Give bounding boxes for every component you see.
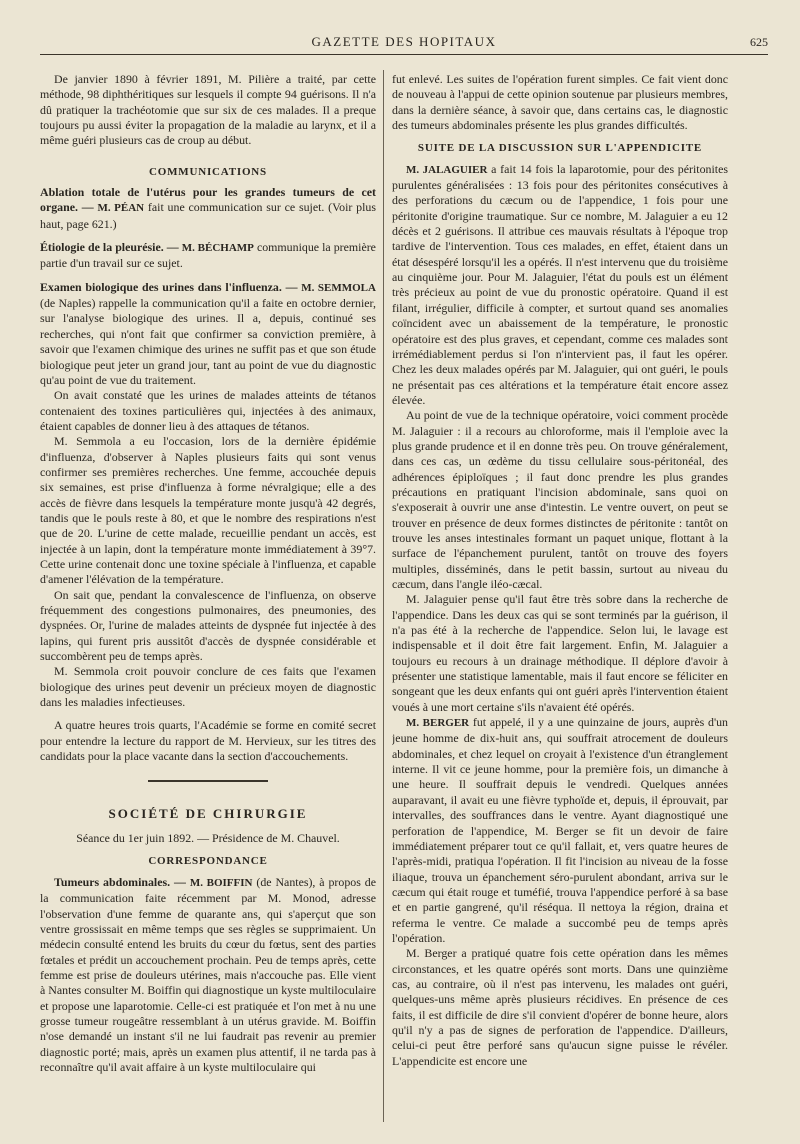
section-heading: CORRESPONDANCE <box>148 855 268 868</box>
paragraph <box>40 280 376 388</box>
page-number: 625 <box>750 35 768 49</box>
paragraph: M. Semmola a eu l'occasion, lors de la dernière épidémie d'influenza, d'observer à Naples plusieurs faits qui sont venus confirmer ses premières recherches. Une femme, accouchée depuis six semaines, est prise d'influenza à forme névralgique; elle a des accès de fièvre dans lesquels la température monte jusqu'à 42 degrés, tandis que le pouls reste à 80, et que le nombre des respirations n'est que de 20. L'urine de cette malade, recueillie pendant un accès, est injectée à un lapin, dont la température monte immédiatement à 39°7. Cette urine contenait donc une toxine spéciale à l'influenza, et capable d'amener l'élévation de la température. <box>40 434 376 587</box>
paragraph: M. Semmola croit pouvoir conclure de ces faits que l'examen biologique des urines peut devenir un précieux moyen de diagnostic dans les maladies infectieuses. <box>40 664 376 710</box>
author-name: M. JALAGUIER <box>406 163 488 176</box>
article-text: communique la première partie d'un travail sur ce sujet. <box>40 240 376 271</box>
separator-rule <box>40 772 376 787</box>
article-text: fait une communication sur ce sujet. (Voir plus haut, page 621.) <box>40 200 376 231</box>
article-title: Examen biologique des urines dans l'influenza. — <box>40 279 298 294</box>
left-column <box>40 72 376 1122</box>
paragraph: De janvier 1890 à février 1891, M. Pilière a traité, par cette méthode, 98 diphthéritiques sur lesquels il compte 94 guérisons. Il n'a dû pratiquer la trachéotomie que sur six de ces malades. Il a preque toujours pu aussi éviter la propagation de la maladie au larynx, et il a même guéri plusieurs cas de croup au début. <box>40 72 376 148</box>
paragraph: On sait que, pendant la convalescence de l'influenza, on observe fréquemment des congestions pulmonaires, des pneumonies, des dyspnées. Or, l'urine de malades atteints de dyspnée fut injectée à des lapins, qui furent pris aussitôt d'accès de dyspnée considérable et succombèrent peu de temps après. <box>40 587 376 664</box>
session-line: Séance du 1er juin 1892. — Présidence de M. Chauvel. <box>76 831 340 846</box>
article-title: Étiologie de la pleurésie. — <box>40 240 179 255</box>
column-divider <box>383 70 384 1122</box>
author-name: M. BERGER <box>406 717 470 730</box>
paragraph: Au point de vue de la technique opératoire, voici comment procède M. Jalaguier : il a recours au chloroforme, mais il l'emploie avec la plus grande prudence et il en donne très peu. On trouve généralement, dans ces cas, un œdème du tissu cellulaire sous-péritonéal, des adhérences épiploïques ; il faut donc prendre les plus grandes précautions en pratiquant l'incision abdominale, sans quoi on s'exposerait à ouvrir une anse d'intestin. Le ventre ouvert, on peut se trouver en présence de deux formes distinctes de péritonite : tantôt on trouve les anses intestinales formant un paquet unique, flottant à la surface de l'épanchement purulent, tantôt on trouve des foyers multiples, disséminés, dans le petit bassin, surtout au niveau du cæcum, dans l'angle iléo-cæcal. <box>392 408 728 591</box>
paragraph <box>40 240 376 272</box>
paragraph: M. Jalaguier pense qu'il faut être très sobre dans la recherche de l'appendice. Dans les deux cas qui se sont terminés par la guérison, il n'a pas été à la recherche de l'appendice. Selon lui, le lavage est indispensable et il doit être fait largement. Enfin, M. Jalaguier a toujours eu recours à un drainage méthodique. Il déplore d'avoir à présenter une statistique lamentable, mais il faut encore se féliciter en songeant que les deux enfants qui ont guéri après l'intervention étaient voués à une mort certaine s'ils n'avaient été opérés. <box>392 592 728 714</box>
page-header <box>40 34 768 55</box>
article-text: (de Naples) rappelle la communication qu'il a faite en octobre dernier, sur l'analyse biologique des urines. Il a, depuis, continué ses recherches, qui n'ont fait que confirmer sa conviction première, à savoir que l'examen chimique des urines ne suffit pas et que son étude biologique peut jeter un grand jour, tant au point de vue du diagnostic qu'au point de vue du traitement. <box>40 296 376 387</box>
article-title: Tumeurs abdominales. — <box>54 874 186 889</box>
paragraph <box>392 162 728 409</box>
paragraph: fut enlevé. Les suites de l'opération furent simples. Ce fait vient donc de nouveau à l'appui de cette opinion soutenue par plusieurs membres, dans la dernière séance, à savoir que, dans certains cas, le diagnostic des tumeurs abdominales présente les plus grandes difficultés. <box>392 72 728 133</box>
paragraph <box>40 185 376 232</box>
author-name: M. BOIFFIN <box>189 876 253 889</box>
paragraph: On avait constaté que les urines de malades atteints de tétanos contenaient des toxines particulières qui, injectées à des animaux, étaient capables de donner lieu à des attaques de tétanos. <box>40 388 376 433</box>
author-name: M. SEMMOLA <box>301 281 376 294</box>
paragraph: M. Berger a pratiqué quatre fois cette opération dans les mêmes circonstances, et les quatre opérés sont morts. Dans une quinzième cas, au contraire, où il n'est pas intervenu, les malades ont guéri, quelques-uns même après plusieurs récidives. En présence de ces faits, il est difficile de dire s'il convient d'opérer de bonne heure, alors qu'il n'y a pas de signes de perforation de l'appendice. D'ailleurs, celui-ci peut être perforé sans qu'aucun signe puisse le révéler. L'appendicite est encore une <box>392 946 728 1068</box>
article-text: a fait 14 fois la laparotomie, pour des péritonites purulentes généralisées : 13 fois pour des péritonites consécutives à des perforations du cæcum ou de l'appendice, 1 fois pour une péritonite d'origine traumatique. Sur ce nombre, M. Jalaguier a eu 12 décès et 2 guérisons. Il attribue ces mauvais résultats à l'époque trop tardive de l'intervention. Tous ces malades, en effet, étaient dans un état désespéré lorsqu'il les a opérés. Il n'est intervenu que du troisième au cinquième jour. Pour M. Jalaguier, l'état du pouls est un élément très précieux au point de vue du pronostic opératoire. Quand il est filant, irrégulier, difficile à compter, et surtout quand ses anomalies coïncident avec un abaissement de la température, le pronostic opératoire est des plus graves, et cependant, comme ces malades sont irrémédiablement perdus si l'on n'intervient pas, il faut les opérer. Chez les deux malades opérés par M. Jalaguier, qui ont guéri, le pouls ne présentait pas ces altérations et la température était encore assez élevée. <box>392 161 728 407</box>
section-heading: SUITE DE LA DISCUSSION SUR L'APPENDICITE <box>417 142 703 155</box>
author-name: M. PÉAN <box>97 202 145 215</box>
paragraph <box>392 715 728 946</box>
paragraph <box>40 875 376 1075</box>
paragraph: A quatre heures trois quarts, l'Académie se forme en comité secret pour entendre la lecture du rapport de M. Hervieux, sur les titres des candidats pour la place vacante dans la section d'accouchements. <box>40 718 376 764</box>
article-text: fut appelé, il y a une quinzaine de jours, auprès d'un jeune homme de dix-huit ans, qui souffrait atrocement de douleurs abdominales, et chez lequel on croyait à l'existence d'un étranglement interne. Il vit ce jeune homme, pour la première fois, un dimanche à une heure. Il souffrait depuis le vendredi. Quelques années auparavant, il avait eu une fièvre typhoïde et, depuis, il éprouvait, par intervalles, des souffrances dans le ventre. Ayant diagnostiqué une perforation de l'appendice, M. Berger se fit un devoir de faire immédiatement préparer tout ce qu'il fallait, et, vers quatre heures de l'après-midi, pratiqua l'opération. Il fit l'incision au niveau de la fosse iliaque, trouva un épanchement séro-purulent abondant, arriva sur le cæcum qui était rouge et tuméfié, trouva l'appendice perforé à sa base et en partie gangrené, qu'il réséqua. Il nettoya la région, draina et referma le ventre. Ce malade a succombé peu de temps après l'opération. <box>392 715 728 945</box>
article-text: (de Nantes), à propos de la communication faite récemment par M. Monod, adresse l'observation d'une femme de quarante ans, qui s'aperçut que son ventre grossissait en même temps que ses règles se supprimaient. Un médecin consulté entend les bruits du cœur du fœtus, sent des parties fœtales et prédit un accouchement prochain. Peu de temps après, cette femme est prise de douleurs utérines, mais n'accouche pas. Elle vient à Nantes consulter M. Boiffin qui diagnostique un kyste multiloculaire et propose une laparotomie. Celle-ci est pratiquée et l'on met à nu une grosse tumeur rougeâtre ressemblant à un utérus gravide. M. Boiffin n'ose demandé un instant s'il ne lui faudrait pas revenir au premier diagnostic porté; mais, après un examen plus attentif, il ne tarda pas à reconnaître qu'il avait affaire à un kyste multiloculaire qui <box>40 874 376 1074</box>
author-name: M. BÉCHAMP <box>181 242 254 255</box>
journal-title: GAZETTE DES HOPITAUX <box>311 34 497 49</box>
section-heading: SOCIÉTÉ DE CHIRURGIE <box>108 805 308 821</box>
article-title: Ablation totale de l'utérus pour les grandes tumeurs de cet organe. — <box>40 185 376 215</box>
right-column <box>392 72 728 1122</box>
section-heading: COMMUNICATIONS <box>149 165 267 178</box>
